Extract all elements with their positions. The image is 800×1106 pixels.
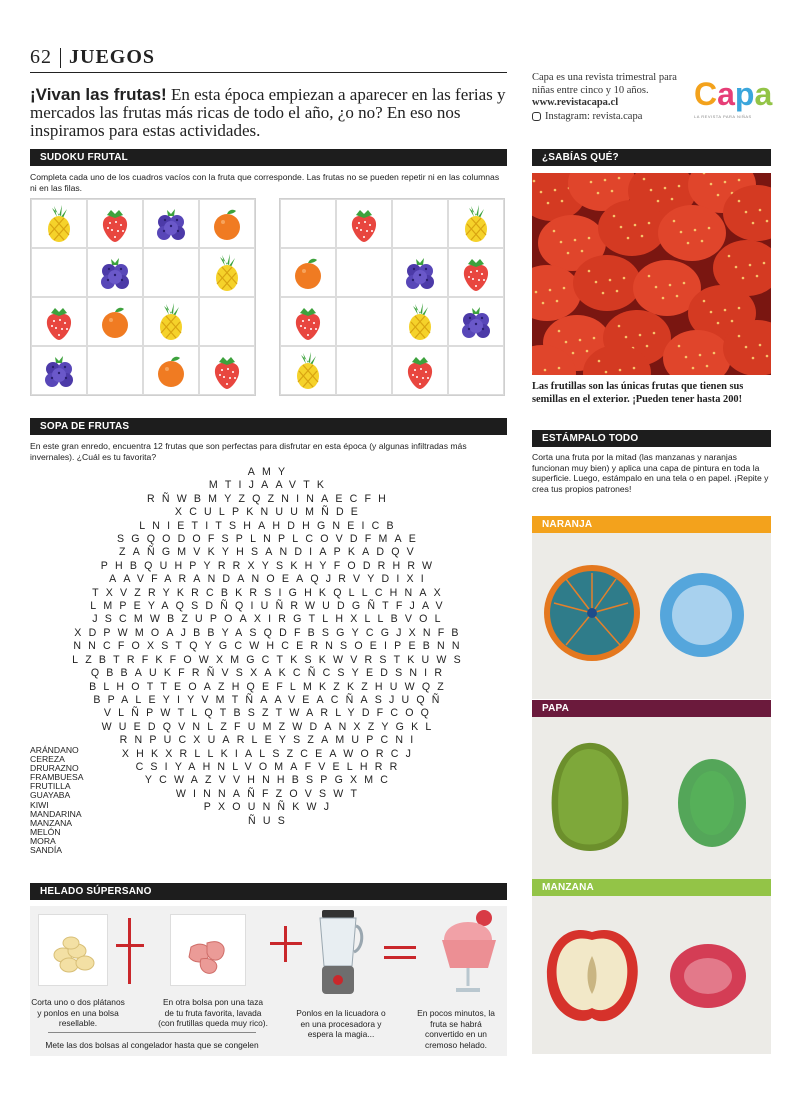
page-header <box>30 46 155 69</box>
strawberry-shape <box>573 255 641 311</box>
pineapple-icon <box>210 253 244 293</box>
capa-info <box>532 72 702 123</box>
seed-dot <box>540 191 543 194</box>
seed-dot <box>560 241 563 244</box>
wordsearch-row: AMY <box>247 466 293 478</box>
seed-dot <box>554 189 557 192</box>
wordsearch-row: LNIETITSHAHDHGNEICB <box>139 519 401 532</box>
seed-dot <box>759 209 762 212</box>
seed-dot <box>710 311 713 314</box>
sudoku1-cell <box>143 346 199 395</box>
wordsearch-row: VLÑPWTLQTBSZTWARLYDFCOQ <box>103 707 437 720</box>
wordsearch-row: JSCMWBZUPOAXIRGTLHXLLBVOL <box>92 613 448 626</box>
seed-dot <box>738 307 741 310</box>
seed-dot <box>593 337 596 340</box>
page-number: 62 <box>30 46 52 68</box>
strawberry-icon <box>210 351 244 391</box>
seed-dot <box>752 357 755 360</box>
seed-dot <box>717 322 720 325</box>
seed-dot <box>533 180 536 183</box>
helado-step-3: Ponlos en la licuadora o en una procesadora y espera la magia... <box>296 1008 386 1040</box>
wordsearch-row: AAVFARANDANOEAQJRVYDIXI <box>109 573 431 586</box>
blueberry-icon <box>403 253 437 293</box>
strawberry-icon <box>347 204 381 244</box>
seed-dot <box>671 198 674 201</box>
seed-dot <box>618 177 621 180</box>
sudoku2-cell <box>280 346 336 395</box>
sudoku2-cell <box>392 297 448 346</box>
sudoku1-cell <box>87 297 143 346</box>
wordsearch-grid <box>30 466 510 828</box>
sudoku2-cell[interactable] <box>336 248 392 297</box>
sudoku1-cell[interactable] <box>199 297 255 346</box>
seed-dot <box>553 230 556 233</box>
word-list-item: FRAMBUESA <box>30 772 84 783</box>
seed-dot <box>742 277 745 280</box>
sudoku1-cell <box>87 248 143 297</box>
sopa-title: SOPA DE FRUTAS <box>30 418 507 435</box>
sudoku2-cell[interactable] <box>336 346 392 395</box>
seed-dot <box>609 279 612 282</box>
seed-dot <box>597 192 600 195</box>
seed-dot <box>549 289 552 292</box>
wordsearch-row: TXVZRYKRCBKRSIGHKQLLCHNAX <box>92 586 448 599</box>
wordsearch-row: QBBAUKFRÑVSXAKCÑCSYEDSNIR <box>90 667 450 680</box>
seed-dot <box>706 365 709 368</box>
seed-dot <box>678 185 681 188</box>
papa-label: PAPA <box>532 700 771 717</box>
seed-dot <box>586 350 589 353</box>
seed-dot <box>699 354 702 357</box>
helado-step-4: En pocos minutos, la fruta se habrá convertido en un cremoso helado. <box>417 1008 495 1050</box>
manzana-photo <box>532 896 771 1054</box>
orange-icon <box>154 351 188 391</box>
seed-dot <box>701 240 704 243</box>
intro-text <box>30 86 508 140</box>
seed-dot <box>634 224 637 227</box>
wordsearch-row: XDPWMOAJBBYASQDFBSGYCGJXNFB <box>74 626 466 639</box>
sudoku2-cell[interactable] <box>448 346 504 395</box>
seed-dot <box>756 275 759 278</box>
seed-dot <box>703 300 706 303</box>
word-list <box>30 746 83 855</box>
seed-dot <box>673 220 676 223</box>
seed-dot <box>605 371 608 374</box>
sudoku2-cell <box>392 248 448 297</box>
wordsearch-row: CSIYAHNLVOMAFVELHRR <box>135 760 405 773</box>
sudoku1-cell <box>143 297 199 346</box>
word-list-item: DRURAZNO <box>30 763 79 774</box>
seed-dot <box>619 369 622 372</box>
seed-dot <box>611 190 614 193</box>
seed-dot <box>542 302 545 305</box>
seed-dot <box>588 237 591 240</box>
sudoku2-cell[interactable] <box>392 199 448 248</box>
seed-dot <box>625 336 628 339</box>
strawberry-icon <box>98 204 132 244</box>
equals-icon <box>384 956 416 959</box>
seed-dot <box>565 341 568 344</box>
sabias-caption: Las frutillas son las únicas frutas que tienen sus semillas en el exterior. ¡Pueden tener hasta 200! <box>532 381 744 405</box>
sudoku1-cell <box>31 346 87 395</box>
orange-stamp-image <box>532 533 771 699</box>
seed-dot <box>724 309 727 312</box>
seed-dot <box>561 200 564 203</box>
seed-dot <box>687 242 690 245</box>
wordsearch-row: SGQODOFSPLNPLCOVDFMAE <box>116 533 423 546</box>
word-list-item: FRUTILLA <box>30 781 71 792</box>
capa-url[interactable]: www.revistacapa.cl <box>532 97 619 108</box>
plus-icon-1 <box>116 944 144 947</box>
sudoku1-cell <box>31 199 87 248</box>
seed-dot <box>745 211 748 214</box>
banana-icon <box>39 915 109 987</box>
wordsearch-row: ZAÑGMVKYHSANDIAPKADQV <box>119 546 421 559</box>
blueberry-icon <box>98 253 132 293</box>
helado-freeze-note: Mete las dos bolsas al congelador hasta que se congelen <box>45 1040 259 1050</box>
apple-stamp-image <box>532 896 771 1054</box>
wordsearch-row: BPALEYIYVMTÑAAVEACÑASJUQÑ <box>93 693 447 706</box>
seed-dot <box>544 369 547 372</box>
sudoku1-cell[interactable] <box>31 248 87 297</box>
intro-body: En esta época empiezan a aparecer en las ferias y mercados las frutas más ricas de todo el año, ¿o no? En eso nos inspiramos para estas actividades. <box>30 85 506 140</box>
wordsearch-row: WUEDQVNLZFUMZWDANXZYGKL <box>101 720 439 733</box>
word-list-item: MELÓN <box>30 826 61 837</box>
seed-dot <box>724 181 727 184</box>
seed-dot <box>572 352 575 355</box>
seed-dot <box>735 266 738 269</box>
seed-dot <box>558 367 561 370</box>
seed-dot <box>567 252 570 255</box>
seed-dot <box>766 355 769 358</box>
pineapple-icon <box>42 204 76 244</box>
freeze-rule <box>48 1032 256 1033</box>
seed-dot <box>618 325 621 328</box>
sudoku2-cell <box>448 199 504 248</box>
capa-instagram[interactable]: Instagram: revista.capa <box>545 110 643 122</box>
seed-dot <box>738 335 741 338</box>
equals-top <box>384 946 416 949</box>
word-list-item: GUAYABA <box>30 790 71 801</box>
capa-tagline: LA REVISTA PARA NIÑAS <box>694 114 752 119</box>
sudoku-instructions: Completa cada uno de los cuadros vacíos con la fruta que corresponde. Las frutas no se pueden repetir ni en las columnas ni en las filas. <box>30 172 500 193</box>
seed-dot <box>535 291 538 294</box>
blueberry-icon <box>42 351 76 391</box>
plus-vertical-1 <box>128 918 131 984</box>
seed-dot <box>563 287 566 290</box>
seed-dot <box>678 345 681 348</box>
banana-bag <box>38 914 108 986</box>
strawberry-shape <box>658 205 726 261</box>
wordsearch-row: NNCFOXSTQYGCWHCERNSOEIPEBNN <box>73 640 467 653</box>
word-list-item: SANDÍA <box>30 845 62 856</box>
wordsearch-row: BLHOTTEOAZHQEFLMKZKZHUWQZ <box>89 680 451 693</box>
helado-panel <box>30 906 507 1056</box>
word-list-item: MORA <box>30 835 56 846</box>
seed-dot <box>602 292 605 295</box>
orange-icon <box>210 204 244 244</box>
word-list-item: MANDARINA <box>30 808 82 819</box>
sudoku1-cell[interactable] <box>143 248 199 297</box>
wordsearch-row: XCULPKNUUMÑDE <box>174 506 366 519</box>
seed-dot <box>708 227 711 230</box>
seed-dot <box>655 286 658 289</box>
helado-title: HELADO SÚPERSANO <box>30 883 507 900</box>
seed-dot <box>664 187 667 190</box>
seed-dot <box>581 250 584 253</box>
seed-dot <box>639 334 642 337</box>
seed-dot <box>633 367 636 370</box>
sudoku2-cell <box>448 248 504 297</box>
seed-dot <box>648 222 651 225</box>
seed-dot <box>648 275 651 278</box>
seed-dot <box>728 255 731 258</box>
seed-dot <box>749 264 752 267</box>
seed-dot <box>763 262 766 265</box>
seed-dot <box>588 270 591 273</box>
helado-step-1: Corta uno o dos plátanos y ponlos en una bolsa resellable. <box>31 997 125 1029</box>
seed-dot <box>613 215 616 218</box>
sudoku2-cell[interactable] <box>336 297 392 346</box>
seed-dot <box>598 360 601 363</box>
sudoku2-cell <box>392 346 448 395</box>
seed-dot <box>710 183 713 186</box>
wordsearch-row: LZBTRFKFOWXMGCTKSKWVRSTKUWS <box>72 653 468 666</box>
orange-icon <box>98 302 132 342</box>
wordsearch-row: WINNAÑFZOVSWT <box>175 787 365 800</box>
seed-dot <box>558 330 561 333</box>
word-list-item: KIWI <box>30 799 49 810</box>
sudoku2-cell <box>448 297 504 346</box>
strawberry-shape <box>598 200 666 256</box>
strawberry-icon <box>459 253 493 293</box>
word-list-item: MANZANA <box>30 817 73 828</box>
seed-dot <box>683 282 686 285</box>
wordsearch-row: XHKXRLLKIALSZCEAWORCJ <box>121 747 419 760</box>
seed-dot <box>713 352 716 355</box>
seed-dot <box>731 320 734 323</box>
seed-dot <box>745 346 748 349</box>
word-list-item: CEREZA <box>30 754 65 765</box>
strawberry-icon <box>403 351 437 391</box>
seed-dot <box>669 284 672 287</box>
seed-dot <box>680 231 683 234</box>
pineapple-icon <box>154 302 188 342</box>
plus-vertical-2 <box>284 926 287 962</box>
seed-dot <box>623 277 626 280</box>
manzana-label: MANZANA <box>532 879 771 896</box>
sudoku-grid-1 <box>30 198 256 396</box>
seed-dot <box>641 235 644 238</box>
estampalo-body: Corta una fruta por la mitad (las manzanas y naranjas funcionan muy bien) y aplica una capa de pintura en toda la superficie. Luego, estámpalo en una tela o en papel. ¡Repite y crea tus propios patrones! <box>532 452 769 494</box>
wordsearch-row: MTIJAAVTK <box>208 479 332 492</box>
seed-dot <box>766 220 769 223</box>
sabias-title: ¿SABÍAS QUÉ? <box>532 149 771 166</box>
seed-dot <box>547 202 550 205</box>
strawberry-icon <box>42 302 76 342</box>
pineapple-icon <box>291 351 325 391</box>
capa-line1: Capa es una revista trimestral para <box>532 72 677 83</box>
capa-line2: niñas entre cinco y 10 años. <box>532 84 649 96</box>
seed-dot <box>653 332 656 335</box>
sudoku1-cell <box>199 248 255 297</box>
seed-dot <box>604 179 607 182</box>
seed-dot <box>676 295 679 298</box>
pineapple-icon <box>459 204 493 244</box>
orange-icon <box>291 253 325 293</box>
seed-dot <box>694 229 697 232</box>
seed-dot <box>752 222 755 225</box>
sudoku1-cell <box>199 346 255 395</box>
helado-step-2: En otra bolsa pon una taza de tu fruta favorita, lavada (con frutillas queda muy rico). <box>158 997 268 1029</box>
avocado-stamp-image <box>532 717 771 879</box>
seed-dot <box>556 300 559 303</box>
ice-cream-icon <box>434 906 504 1002</box>
wordsearch-row: LMPEYAQSDÑQIUÑRWUDGÑTFJAV <box>90 600 450 613</box>
blueberry-icon <box>459 302 493 342</box>
wordsearch-row: PHBQUHPYRRXYSKHYFODRHRW <box>100 559 440 572</box>
seed-dot <box>685 356 688 359</box>
seed-dot <box>717 194 720 197</box>
section-title: JUEGOS <box>69 46 156 68</box>
seed-dot <box>590 181 593 184</box>
sudoku1-cell <box>31 297 87 346</box>
seed-dot <box>643 178 646 181</box>
fruit-bag <box>170 914 246 986</box>
seed-dot <box>738 200 741 203</box>
seed-dot <box>662 297 665 300</box>
instagram-icon <box>532 112 541 121</box>
wordsearch-row: RNPUCXUARLEYSZAMUPCNI <box>119 734 421 747</box>
seed-dot <box>738 179 741 182</box>
intro-lead: ¡Vivan las frutas! <box>30 85 167 104</box>
wordsearch-row: ÑUS <box>248 814 292 827</box>
seed-dot <box>595 281 598 284</box>
wordsearch-row: PXOUNÑKWJ <box>203 801 337 814</box>
naranja-photo <box>532 533 771 699</box>
sudoku1-cell <box>87 199 143 248</box>
blueberry-icon <box>154 204 188 244</box>
naranja-label: NARANJA <box>532 516 771 533</box>
capa-logo: Capa LA REVISTA PARA NIÑAS <box>694 76 773 119</box>
strawberry-icon <box>291 302 325 342</box>
sudoku-title: SUDOKU FRUTAL <box>30 149 507 166</box>
seed-dot <box>579 339 582 342</box>
frozen-fruit-icon <box>171 915 247 987</box>
sudoku1-cell[interactable] <box>87 346 143 395</box>
seed-dot <box>650 189 653 192</box>
blender-icon <box>312 908 364 1000</box>
seed-dot <box>620 226 623 229</box>
wordsearch-row: YCWAZVVHNHBSPGXMC <box>144 774 396 787</box>
papa-photo <box>532 717 771 879</box>
sopa-instructions: En este gran enredo, encuentra 12 frutas que son perfectas para disfrutar en esta época (y algunas infiltradas más invernales). ¿Cuál es tu favorita? <box>30 441 467 462</box>
pineapple-icon <box>403 302 437 342</box>
seed-dot <box>616 290 619 293</box>
word-list-item: ARÁNDANO <box>30 745 79 755</box>
sudoku2-cell <box>280 297 336 346</box>
seed-dot <box>759 344 762 347</box>
wordsearch-row: RÑWBMYZQZNINAECFH <box>147 492 393 505</box>
seed-dot <box>657 200 660 203</box>
sudoku2-cell <box>280 248 336 297</box>
seed-dot <box>646 345 649 348</box>
strawberries-photo <box>532 173 771 375</box>
sudoku2-cell[interactable] <box>280 199 336 248</box>
sudoku1-cell <box>199 199 255 248</box>
sudoku-grid-2 <box>279 198 505 396</box>
sudoku1-cell <box>143 199 199 248</box>
seed-dot <box>627 237 630 240</box>
header-rule <box>30 72 507 73</box>
sudoku2-cell <box>336 199 392 248</box>
seed-dot <box>692 367 695 370</box>
seed-dot <box>574 239 577 242</box>
estampalo-title: ESTÁMPALO TODO <box>532 430 771 447</box>
